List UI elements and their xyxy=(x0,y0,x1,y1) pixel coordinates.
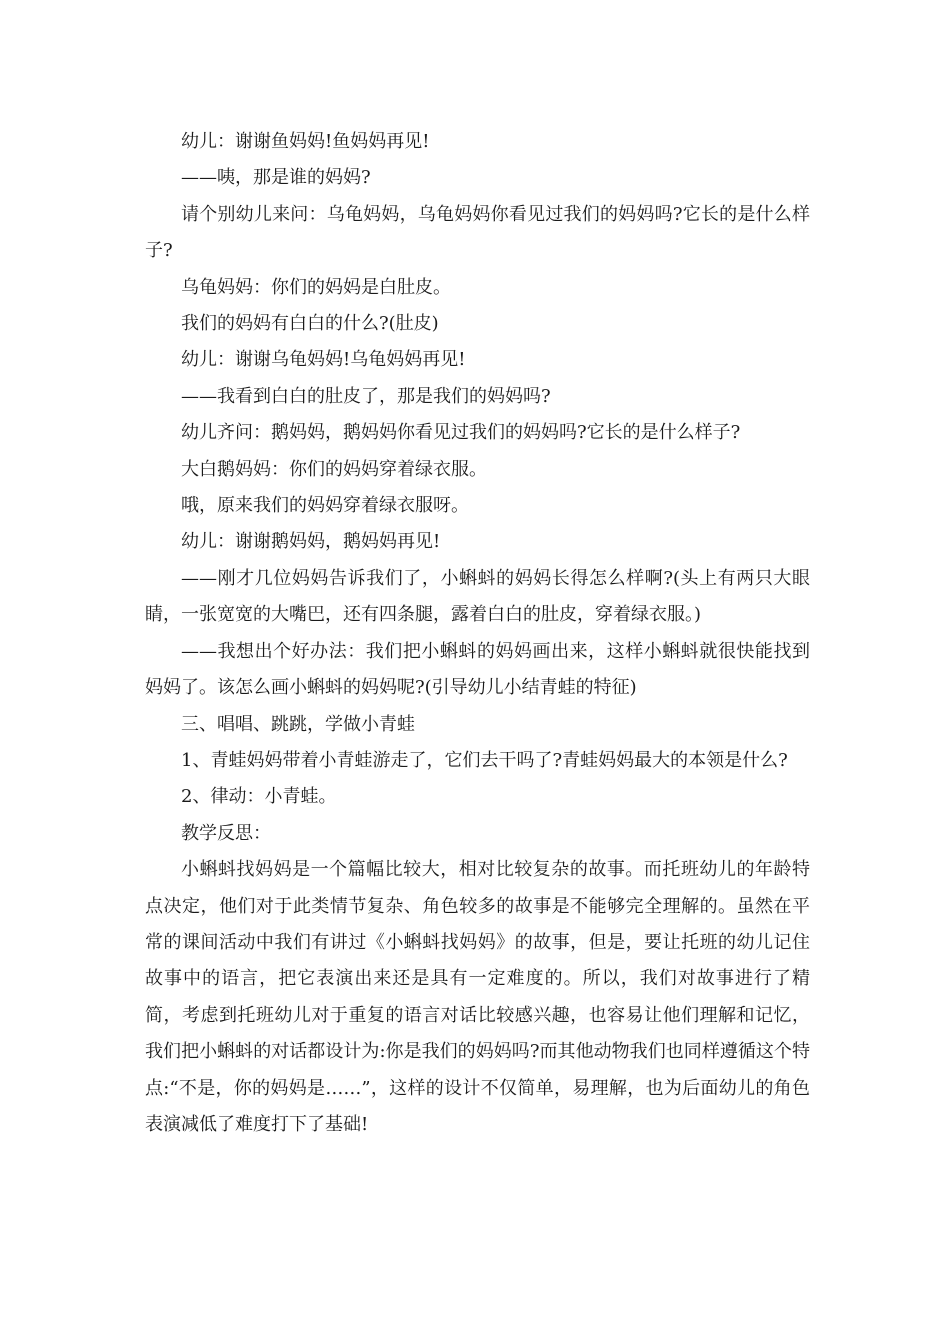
paragraph-whose-mother: ——咦，那是谁的妈妈? xyxy=(181,167,371,189)
paragraph-fish-thanks: 幼儿：谢谢鱼妈妈!鱼妈妈再见! xyxy=(181,131,430,152)
list-item-1: 1、青蛙妈妈带着小青蛙游走了，它们去干吗了?青蛙妈妈最大的本领是什么? xyxy=(181,749,788,771)
paragraph-white-belly: 我们的妈妈有白白的什么?(肚皮) xyxy=(181,313,439,335)
reflection-heading: 教学反思： xyxy=(181,822,271,844)
paragraph-turtle-answer: 乌龟妈妈：你们的妈妈是白肚皮。 xyxy=(181,276,451,298)
paragraph-draw-mother: ——我想出个好办法：我们把小蝌蚪的妈妈画出来，这样小蝌蚪就很快能找到妈妈了。该怎么画小蝌蚪的妈妈呢?(引导幼儿小结青蛙的特征) xyxy=(145,640,810,699)
section-heading-three: 三、唱唱、跳跳，学做小青蛙 xyxy=(181,713,415,735)
paragraph-turtle-thanks: 幼儿：谢谢乌龟妈妈!乌龟妈妈再见! xyxy=(181,349,466,371)
document-body xyxy=(145,124,810,1143)
paragraph-goose-thanks: 幼儿：谢谢鹅妈妈，鹅妈妈再见! xyxy=(181,531,441,553)
paragraph-summary-features: ——刚才几位妈妈告诉我们了，小蝌蚪的妈妈长得怎么样啊?(头上有两只大眼睛，一张宽宽的大嘴巴，还有四条腿，露着白白的肚皮，穿着绿衣服。) xyxy=(145,567,810,626)
list-item-2: 2、律动：小青蛙。 xyxy=(181,786,337,808)
paragraph-ask-goose: 幼儿齐问：鹅妈妈，鹅妈妈你看见过我们的妈妈吗?它长的是什么样子? xyxy=(181,422,741,444)
paragraph-ask-turtle: 请个别幼儿来问：乌龟妈妈，乌龟妈妈你看见过我们的妈妈吗?它长的是什么样子? xyxy=(145,203,810,262)
paragraph-goose-answer: 大白鹅妈妈：你们的妈妈穿着绿衣服。 xyxy=(181,458,487,480)
paragraph-see-belly: ——我看到白白的肚皮了，那是我们的妈妈吗? xyxy=(181,385,551,407)
paragraph-green-clothes: 哦，原来我们的妈妈穿着绿衣服呀。 xyxy=(181,495,469,517)
reflection-body: 小蝌蚪找妈妈是一个篇幅比较大，相对比较复杂的故事。而托班幼儿的年龄特点决定，他们对于此类情节复杂、角色较多的故事是不能够完全理解的。虽然在平常的课间活动中我们有讲过《小蝌蚪找妈妈》的故事，但是，要让托班的幼儿记住故事中的语言，把它表演出来还是具有一定难度的。所以，我们对故事进行了精简，考虑到托班幼儿对于重复的语言对话比较感兴趣，也容易让他们理解和记忆，我们把小蝌蚪的对话都设计为:你是我们的妈妈吗?而其他动物我们也同样遵循这个特点:“不是，你的妈妈是……”，这样的设计不仅简单，易理解，也为后面幼儿的角色表演减低了难度打下了基础! xyxy=(145,859,810,1135)
